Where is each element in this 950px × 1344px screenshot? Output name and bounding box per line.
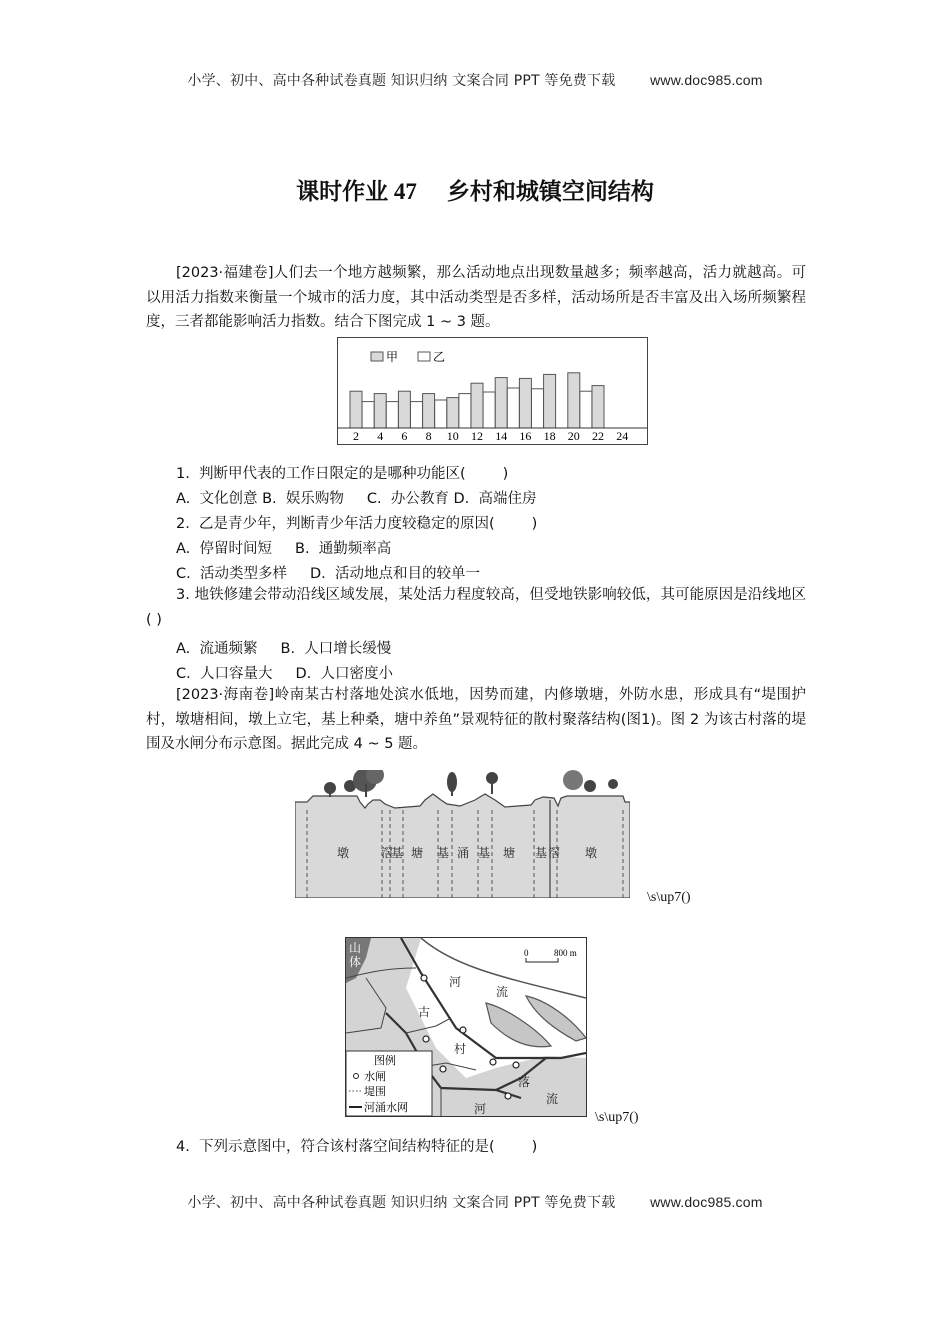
x-tick-6: 6: [401, 429, 408, 443]
figure-2-map: [345, 937, 587, 1117]
bar-jia-14: [495, 378, 507, 428]
legend-swatch-yi: [418, 352, 430, 361]
label-he-2: 河: [474, 1102, 487, 1116]
village-map-svg: [346, 938, 586, 1116]
bar-jia-18: [544, 374, 556, 428]
bar-chart: [337, 337, 648, 445]
footer-text: 小学、初中、高中各种试卷真题 知识归纳 文案合同 PPT 等免费下载: [187, 1195, 616, 1211]
question-3-options-ab: A. 流通频繁 B. 人口增长缓慢: [176, 641, 392, 657]
label-gu: 古: [418, 1005, 431, 1019]
bar-yi-9: [435, 400, 447, 428]
cross-section-svg: [295, 770, 630, 898]
title-main: 乡村和城镇空间结构: [446, 179, 654, 205]
x-tick-2: 2: [353, 429, 359, 443]
label-liu-2: 流: [546, 1092, 559, 1106]
cross-section-label: 基: [436, 846, 450, 860]
x-tick-4: 4: [377, 429, 384, 443]
bar-yi-13: [483, 392, 495, 428]
bar-yi-17: [532, 389, 544, 428]
question-4: 4. 下列示意图中，符合该村落空间结构特征的是( ): [176, 1139, 538, 1155]
header-url[interactable]: www.doc985.com: [650, 72, 763, 88]
cross-section-label: 基: [390, 846, 404, 860]
question-2: 2. 乙是青少年，判断青少年活力度较稳定的原因( ): [176, 516, 538, 532]
x-tick-24: 24: [616, 429, 629, 443]
question-2-options-ab: A. 停留时间短 B. 通勤频率高: [176, 541, 392, 557]
x-tick-labels: [353, 429, 628, 443]
legend-label-jia: 甲: [386, 350, 399, 364]
legend-item-sluice: 水闸: [364, 1070, 386, 1083]
bars-group: [350, 373, 604, 428]
page-title: [0, 173, 950, 206]
bar-yi-21: [580, 391, 592, 428]
bar-jia-12: [471, 383, 483, 428]
cross-section-label: 墩: [336, 846, 350, 860]
figure-1-caption: \s\up7(): [647, 890, 691, 905]
x-tick-12: 12: [471, 429, 483, 443]
bar-yi-15: [507, 388, 519, 428]
bar-jia-22: [592, 386, 604, 428]
x-tick-18: 18: [543, 429, 556, 443]
bar-yi-5: [386, 402, 398, 428]
intro-paragraph-2: [2023·海南卷]岭南某古村落地处滨水低地，因势而建，内修墩塘，外防水患，形成具有“堤围护村，墩塘相间，墩上立宅，基上种桑，塘中养鱼”景观特征的散村聚落结构(图1)。图 2 为该古村落的堤围及水闸分布示意图。据此完成 4 ~ 5 题。: [146, 687, 806, 752]
figure-2-caption: \s\up7(): [595, 1110, 639, 1125]
bar-jia-2: [350, 391, 362, 428]
label-mountain-2: 体: [349, 955, 362, 969]
footer-url[interactable]: www.doc985.com: [650, 1194, 763, 1210]
bar-chart-svg: [338, 338, 647, 444]
x-tick-14: 14: [495, 429, 508, 443]
question-2-options-cd: C. 活动类型多样 D. 活动地点和目的较单一: [176, 566, 480, 582]
scale-distance: 800 m: [554, 948, 577, 958]
figure-1-cross-section: [295, 770, 630, 898]
label-cun: 村: [454, 1042, 467, 1056]
sluice-gate-icon: [354, 1074, 359, 1079]
bar-jia-16: [519, 378, 531, 428]
bar-yi-11: [459, 394, 471, 428]
question-3: 3. 地铁修建会带动沿线区域发展，某处活力程度较高，但受地铁影响较低，其可能原因是沿线地区( ): [146, 587, 806, 628]
legend-item-levee: 堤围: [364, 1085, 386, 1098]
bar-jia-4: [374, 394, 386, 428]
bar-jia-6: [398, 391, 410, 428]
cross-section-label: 塘: [502, 846, 516, 860]
cross-section-label: 基: [534, 846, 548, 860]
label-luo: 落: [518, 1075, 531, 1089]
bar-jia-8: [423, 394, 435, 428]
scale-zero: 0: [524, 948, 529, 958]
header-text: 小学、初中、高中各种试卷真题 知识归纳 文案合同 PPT 等免费下载: [187, 73, 616, 89]
label-river-he: 河: [449, 975, 462, 989]
legend-label-yi: 乙: [433, 350, 446, 364]
bar-yi-3: [362, 402, 374, 428]
legend-item-waterway: 河涌水网: [364, 1101, 408, 1114]
legend-title: 图例: [374, 1054, 396, 1067]
cross-section-label: 塘: [410, 846, 424, 860]
cross-section-label: 涌: [456, 846, 470, 860]
question-1: 1. 判断甲代表的工作日限定的是哪种功能区( ): [176, 466, 509, 482]
cross-section-label: 墩: [584, 846, 598, 860]
page-header: [0, 70, 950, 90]
cross-section-label: 基: [477, 846, 491, 860]
bar-yi-7: [411, 402, 423, 428]
label-mountain-1: 山: [349, 941, 362, 955]
legend-swatch-jia: [371, 352, 383, 361]
question-3-options-cd: C. 人口容量大 D. 人口密度小: [176, 666, 393, 682]
label-river-liu: 流: [496, 985, 509, 999]
title-prefix: 课时作业 47: [296, 179, 417, 204]
bar-jia-10: [447, 398, 459, 428]
bar-jia-20: [568, 373, 580, 428]
intro-paragraph-1: [2023·福建卷]人们去一个地方越频繁，那么活动地点出现数量越多；频率越高，活力就越高。可以用活力指数来衡量一个城市的活力度，其中活动类型是否多样，活动场所是否丰富及出入场所频繁程度，三者都能影响活力指数。结合下图完成 1 ~ 3 题。: [146, 265, 806, 330]
x-tick-16: 16: [519, 429, 532, 443]
page-footer: [0, 1192, 950, 1212]
cross-section-label: 滘: [547, 846, 561, 860]
cross-section-label: 滘: [380, 846, 394, 860]
x-tick-10: 10: [446, 429, 459, 443]
x-tick-20: 20: [567, 429, 580, 443]
x-tick-22: 22: [592, 429, 604, 443]
x-tick-8: 8: [425, 429, 432, 443]
question-1-options: A. 文化创意 B. 娱乐购物 C. 办公教育 D. 高端住房: [176, 491, 537, 507]
